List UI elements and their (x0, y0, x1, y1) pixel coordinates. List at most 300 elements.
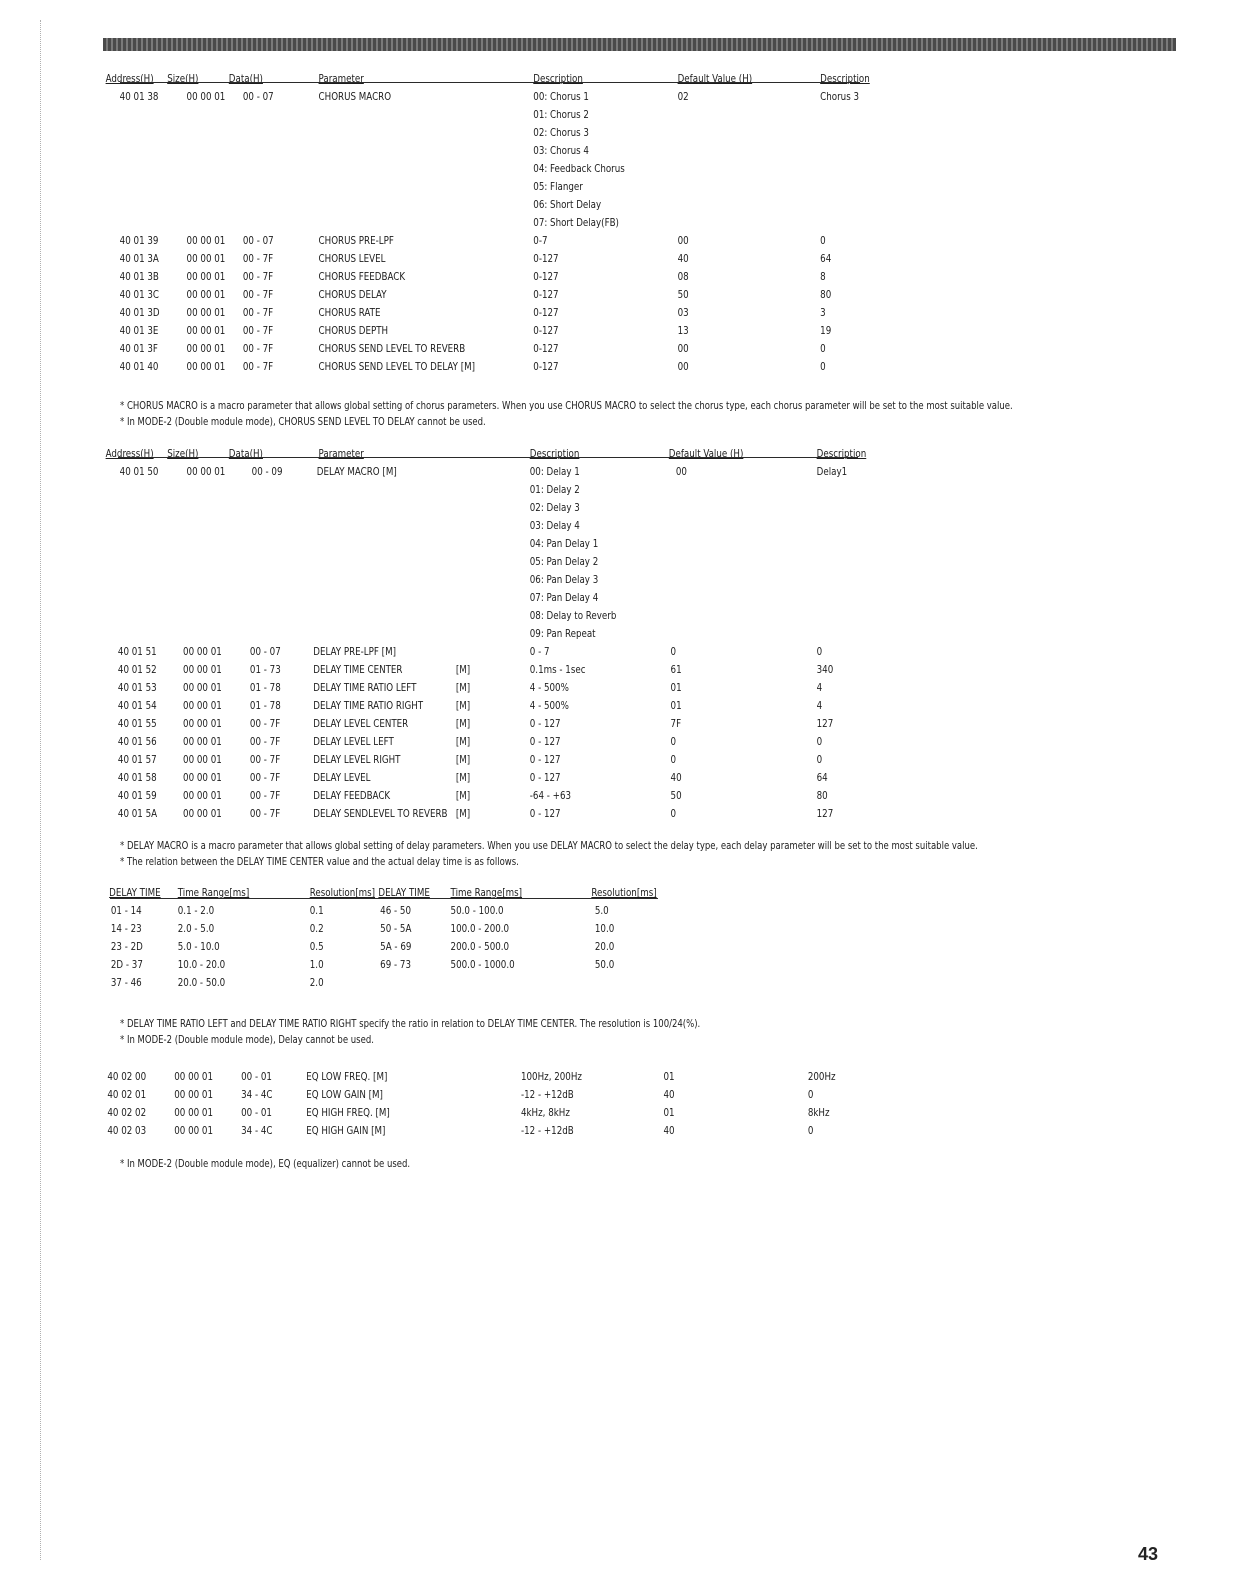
address-cell: 40 01 3D (119, 306, 160, 319)
address-cell: 40 01 3F (119, 342, 158, 355)
macro-option: 00: Delay 1 (529, 465, 580, 478)
table-row (0, 268, 1095, 286)
parameter-cell: CHORUS PRE-LPF (318, 234, 394, 247)
header-rule (110, 898, 658, 899)
delay-time-table (0, 884, 1244, 992)
table-row (0, 733, 1095, 751)
size-cell: 00 00 01 (186, 234, 226, 247)
default-cell: 00 (675, 465, 687, 478)
description-cell: 4 - 500% (529, 681, 569, 694)
data-cell: 00 - 7F (249, 789, 281, 802)
delay-time-header-row (0, 884, 1095, 902)
data-cell: 00 - 7F (242, 324, 274, 337)
default-cell: 08 (677, 270, 689, 283)
size-cell: 00 00 01 (183, 735, 222, 748)
size-cell: 00 00 01 (186, 306, 226, 319)
data-cell: 00 - 09 (251, 465, 283, 478)
address-cell: 40 01 50 (119, 465, 159, 478)
address-cell: 40 01 38 (119, 90, 159, 103)
parameter-cell: EQ HIGH FREQ. [M] (306, 1106, 390, 1119)
value-cell: 80 (820, 288, 832, 301)
description-cell: 0-127 (533, 306, 559, 319)
description-cell: 0-127 (533, 270, 559, 283)
size-cell: 00 00 01 (183, 717, 222, 730)
column-header-description: Description (529, 447, 580, 460)
table-row (0, 1104, 1095, 1122)
address-cell: 40 01 3B (119, 270, 159, 283)
macro-option: 02: Chorus 3 (533, 126, 589, 139)
macro-option: 05: Flanger (533, 180, 583, 193)
default-cell: 03 (677, 306, 689, 319)
data-cell: 00 - 7F (242, 360, 274, 373)
resolution-cell: 5.0 (594, 904, 609, 917)
parameter-cell: EQ HIGH GAIN [M] (306, 1124, 386, 1137)
default-cell: 00 (677, 342, 689, 355)
description-cell: 0 - 127 (529, 753, 561, 766)
macro-option-row (0, 160, 1095, 178)
description-cell: 100Hz, 200Hz (520, 1070, 582, 1083)
default-cell: 02 (677, 90, 689, 103)
delay-time-cell: 2D - 37 (110, 958, 143, 971)
size-cell: 00 00 01 (186, 90, 226, 103)
data-cell: 01 - 78 (249, 681, 281, 694)
parameter-cell: CHORUS SEND LEVEL TO DELAY [M] (318, 360, 476, 373)
data-cell: 00 - 01 (241, 1070, 272, 1083)
mode-flag-cell: [M] (455, 663, 471, 676)
data-cell: 00 - 07 (242, 90, 274, 103)
parameter-cell: DELAY TIME CENTER (313, 663, 403, 676)
header-rule (120, 82, 860, 83)
delay-time-cell: 37 - 46 (110, 976, 142, 989)
address-cell: 40 01 3A (119, 252, 159, 265)
time-range-cell: 2.0 - 5.0 (177, 922, 215, 935)
chorus-note-1: * CHORUS MACRO is a macro parameter that allows global setting of chorus parameters. When you use CHORUS MACRO to select the chorus type, each chorus parameter will be set to the most suitable value. (120, 399, 1013, 412)
table-row (0, 250, 1095, 268)
macro-option-row (0, 517, 1095, 535)
macro-option-row (0, 553, 1095, 571)
data-cell: 01 - 73 (249, 663, 281, 676)
value-cell: 0 (820, 360, 826, 373)
data-cell: 00 - 7F (249, 807, 281, 820)
parameter-cell: EQ LOW FREQ. [M] (306, 1070, 388, 1083)
size-cell: 00 00 01 (183, 771, 222, 784)
description-cell: 0-127 (533, 252, 559, 265)
default-cell: 61 (670, 663, 682, 676)
value-cell: 0 (820, 342, 826, 355)
description-cell: -12 - +12dB (520, 1088, 574, 1101)
chorus-section (0, 70, 1244, 376)
default-cell: 01 (663, 1070, 675, 1083)
value-cell: 8kHz (807, 1106, 830, 1119)
table-row (0, 920, 1095, 938)
delay-time-rows (0, 902, 1244, 992)
delay-time-cell: 14 - 23 (110, 922, 142, 935)
default-cell: 0 (670, 753, 677, 766)
default-cell: 40 (670, 771, 682, 784)
macro-option: 01: Delay 2 (529, 483, 580, 496)
table-row (0, 679, 1095, 697)
size-cell: 00 00 01 (186, 252, 226, 265)
size-cell: 00 00 01 (186, 324, 226, 337)
macro-option: 06: Pan Delay 3 (529, 573, 599, 586)
delay-time-cell: 01 - 14 (110, 904, 142, 917)
parameter-cell: CHORUS SEND LEVEL TO REVERB (318, 342, 466, 355)
mode-flag-cell: [M] (455, 789, 471, 802)
description-cell: 4 - 500% (529, 699, 569, 712)
parameter-cell: CHORUS LEVEL (318, 252, 386, 265)
table-row (0, 787, 1095, 805)
address-cell: 40 01 51 (117, 645, 157, 658)
time-range-cell: 100.0 - 200.0 (450, 922, 510, 935)
mode-flag-cell: [M] (455, 699, 471, 712)
macro-option-row (0, 571, 1095, 589)
resolution-cell: 0.5 (309, 940, 324, 953)
value-cell: 0 (816, 735, 823, 748)
parameter-cell: CHORUS DELAY (318, 288, 387, 301)
table-row (0, 322, 1095, 340)
macro-option-row (0, 481, 1095, 499)
column-header-time-range-2: Time Range[ms] (450, 886, 523, 899)
time-range-cell: 0.1 - 2.0 (177, 904, 215, 917)
default-cell: 01 (670, 699, 682, 712)
macro-option: 07: Short Delay(FB) (533, 216, 619, 229)
column-header-resolution-2: Resolution[ms] (591, 886, 657, 899)
table-row (0, 938, 1095, 956)
value-cell: 0 (816, 645, 823, 658)
table-row (0, 304, 1095, 322)
size-cell: 00 00 01 (183, 699, 222, 712)
value-cell: 127 (816, 807, 834, 820)
eq-note: * In MODE-2 (Double module mode), EQ (equalizer) cannot be used. (120, 1157, 411, 1170)
value-cell: 80 (816, 789, 828, 802)
resolution-cell: 0.2 (309, 922, 324, 935)
column-header-address: Address(H) (105, 447, 154, 460)
macro-option: 02: Delay 3 (529, 501, 580, 514)
value-cell: 19 (820, 324, 832, 337)
value-cell: Delay1 (816, 465, 848, 478)
macro-option: 03: Delay 4 (529, 519, 580, 532)
default-cell: 40 (677, 252, 689, 265)
data-cell: 00 - 7F (249, 771, 281, 784)
table-row (0, 715, 1095, 733)
parameter-cell: CHORUS MACRO (318, 90, 392, 103)
description-cell: 4kHz, 8kHz (520, 1106, 570, 1119)
default-cell: 40 (663, 1088, 675, 1101)
macro-option-row (0, 607, 1095, 625)
value-cell: 200Hz (807, 1070, 836, 1083)
macro-option: 05: Pan Delay 2 (529, 555, 599, 568)
data-cell: 00 - 7F (249, 717, 281, 730)
page-number: 43 (1137, 1544, 1158, 1564)
default-cell: 0 (670, 735, 677, 748)
column-header-data: Data(H) (228, 447, 263, 460)
resolution-cell: 10.0 (594, 922, 615, 935)
size-cell: 00 00 01 (174, 1088, 214, 1101)
time-range-cell: 50.0 - 100.0 (450, 904, 504, 917)
description-cell: 0-127 (533, 288, 559, 301)
parameter-cell: DELAY LEVEL CENTER (313, 717, 409, 730)
chorus-rows (0, 232, 1244, 376)
address-cell: 40 02 01 (107, 1088, 147, 1101)
size-cell: 00 00 01 (186, 270, 226, 283)
column-header-size: Size(H) (167, 447, 199, 460)
table-row (0, 805, 1095, 823)
resolution-cell: 1.0 (309, 958, 324, 971)
value-cell: 0 (807, 1088, 814, 1101)
address-cell: 40 01 54 (117, 699, 157, 712)
column-header-parameter: Parameter (318, 447, 364, 460)
data-cell: 00 - 07 (242, 234, 274, 247)
delay-header-row (0, 445, 1095, 463)
time-range-cell: 200.0 - 500.0 (450, 940, 510, 953)
table-row (0, 643, 1095, 661)
column-header-time-range: Time Range[ms] (177, 886, 250, 899)
macro-option-row (0, 106, 1095, 124)
table-row (0, 358, 1095, 376)
description-cell: 0 - 127 (529, 807, 561, 820)
resolution-cell: 20.0 (594, 940, 615, 953)
parameter-cell: DELAY TIME RATIO RIGHT (313, 699, 424, 712)
mode-flag-cell: [M] (455, 807, 471, 820)
table-row (0, 1122, 1095, 1140)
column-header-default: Default Value (H) (668, 447, 744, 460)
default-cell: 01 (670, 681, 682, 694)
parameter-cell: CHORUS RATE (318, 306, 381, 319)
time-range-cell: 10.0 - 20.0 (177, 958, 226, 971)
delay-time-cell: 23 - 2D (110, 940, 143, 953)
macro-option-row (0, 535, 1095, 553)
column-header-address: Address(H) (105, 72, 154, 85)
chorus-header-row (0, 70, 1095, 88)
resolution-cell: 2.0 (309, 976, 324, 989)
address-cell: 40 01 59 (117, 789, 157, 802)
parameter-cell: EQ LOW GAIN [M] (306, 1088, 383, 1101)
mode-flag-cell: [M] (455, 717, 471, 730)
table-row (0, 1086, 1095, 1104)
description-cell: 0 - 127 (529, 717, 561, 730)
resolution-cell: 0.1 (309, 904, 324, 917)
column-header-resolution: Resolution[ms] (309, 886, 376, 899)
table-row (0, 340, 1095, 358)
table-row (0, 956, 1095, 974)
parameter-cell: DELAY PRE-LPF [M] (313, 645, 396, 658)
parameter-cell: DELAY FEEDBACK (313, 789, 391, 802)
description-cell: -64 - +63 (529, 789, 572, 802)
table-row (0, 974, 1095, 992)
value-cell: 0 (820, 234, 826, 247)
default-cell: 40 (663, 1124, 675, 1137)
parameter-cell: DELAY LEVEL (313, 771, 371, 784)
macro-option-row (0, 499, 1095, 517)
parameter-cell: CHORUS DEPTH (318, 324, 389, 337)
macro-option-row (0, 124, 1095, 142)
column-header-delay-time-2: DELAY TIME (378, 886, 430, 899)
table-row (0, 769, 1095, 787)
eq-rows (0, 1068, 1244, 1140)
macro-option-row (0, 178, 1095, 196)
parameter-cell: DELAY MACRO [M] (316, 465, 397, 478)
table-row (0, 286, 1095, 304)
address-cell: 40 01 56 (117, 735, 157, 748)
data-cell: 00 - 7F (249, 753, 281, 766)
address-cell: 40 01 5A (117, 807, 158, 820)
description-cell: 0 - 7 (529, 645, 550, 658)
data-cell: 00 - 7F (242, 288, 274, 301)
column-header-description-2: Description (816, 447, 867, 460)
value-cell: 127 (816, 717, 834, 730)
data-cell: 00 - 7F (242, 270, 274, 283)
size-cell: 00 00 01 (186, 465, 226, 478)
description-cell: 0 - 127 (529, 735, 561, 748)
table-row (0, 902, 1095, 920)
macro-option: 03: Chorus 4 (533, 144, 589, 157)
description-cell: 0-127 (533, 324, 559, 337)
mode-flag-cell: [M] (455, 771, 471, 784)
data-cell: 00 - 7F (249, 735, 281, 748)
value-cell: 8 (820, 270, 826, 283)
mode-flag-cell: [M] (455, 735, 471, 748)
default-cell: 00 (677, 360, 689, 373)
macro-option-row (0, 142, 1095, 160)
chorus-note-2: * In MODE-2 (Double module mode), CHORUS SEND LEVEL TO DELAY cannot be used. (120, 415, 486, 428)
delay-rows (0, 643, 1244, 823)
address-cell: 40 01 39 (119, 234, 159, 247)
time-range-cell: 20.0 - 50.0 (177, 976, 226, 989)
description-cell: 0-127 (533, 342, 559, 355)
data-cell: 34 - 4C (241, 1124, 273, 1137)
address-cell: 40 01 3E (119, 324, 159, 337)
delay-time-cell: 50 - 5A (380, 922, 412, 935)
time-range-cell: 5.0 - 10.0 (177, 940, 220, 953)
value-cell: 0 (816, 753, 823, 766)
size-cell: 00 00 01 (183, 663, 222, 676)
delay-time-note-2: * In MODE-2 (Double module mode), Delay cannot be used. (120, 1033, 374, 1046)
macro-option-row (0, 625, 1095, 643)
macro-option-row (0, 214, 1095, 232)
resolution-cell: 50.0 (594, 958, 615, 971)
column-header-size: Size(H) (167, 72, 199, 85)
data-cell: 34 - 4C (241, 1088, 273, 1101)
macro-option: 09: Pan Repeat (529, 627, 596, 640)
delay-time-note-1: * DELAY TIME RATIO LEFT and DELAY TIME RATIO RIGHT specify the ratio in relation to DELAY TIME CENTER. The resolution is 100/24(%). (120, 1017, 701, 1030)
delay-section (0, 445, 1244, 823)
address-cell: 40 01 58 (117, 771, 157, 784)
default-cell: 00 (677, 234, 689, 247)
macro-option-row (0, 196, 1095, 214)
size-cell: 00 00 01 (183, 681, 222, 694)
header-band (103, 38, 1176, 51)
eq-table (0, 1068, 1244, 1140)
parameter-cell: CHORUS FEEDBACK (318, 270, 406, 283)
size-cell: 00 00 01 (174, 1106, 214, 1119)
description-cell: 0.1ms - 1sec (529, 663, 586, 676)
default-cell: 01 (663, 1106, 675, 1119)
default-cell: 0 (670, 645, 677, 658)
table-row (0, 463, 1095, 481)
column-header-delay-time: DELAY TIME (109, 886, 161, 899)
value-cell: 4 (816, 699, 823, 712)
address-cell: 40 01 52 (117, 663, 157, 676)
macro-option: 00: Chorus 1 (533, 90, 589, 103)
address-cell: 40 02 03 (107, 1124, 147, 1137)
value-cell: 4 (816, 681, 823, 694)
default-cell: 0 (670, 807, 677, 820)
address-cell: 40 01 55 (117, 717, 157, 730)
size-cell: 00 00 01 (183, 753, 222, 766)
table-row (0, 1068, 1095, 1086)
parameter-cell: DELAY LEVEL RIGHT (313, 753, 401, 766)
macro-option: 07: Pan Delay 4 (529, 591, 599, 604)
header-rule (118, 457, 858, 458)
value-cell: 64 (816, 771, 828, 784)
column-header-default: Default Value (H) (677, 72, 753, 85)
time-range-cell: 500.0 - 1000.0 (450, 958, 515, 971)
default-cell: 7F (670, 717, 682, 730)
macro-option-row (0, 589, 1095, 607)
data-cell: 00 - 7F (242, 306, 274, 319)
macro-option: 01: Chorus 2 (533, 108, 589, 121)
value-cell: 3 (820, 306, 826, 319)
column-header-data: Data(H) (228, 72, 263, 85)
macro-option: 08: Delay to Reverb (529, 609, 617, 622)
data-cell: 00 - 07 (249, 645, 281, 658)
address-cell: 40 01 40 (119, 360, 159, 373)
data-cell: 00 - 7F (242, 252, 274, 265)
size-cell: 00 00 01 (183, 807, 222, 820)
macro-option: 06: Short Delay (533, 198, 602, 211)
delay-note-2: * The relation between the DELAY TIME CENTER value and the actual delay time is as follows. (120, 855, 519, 868)
delay-time-cell: 46 - 50 (380, 904, 412, 917)
mode-flag-cell: [M] (455, 681, 471, 694)
macro-option: 04: Pan Delay 1 (529, 537, 599, 550)
address-cell: 40 01 57 (117, 753, 157, 766)
size-cell: 00 00 01 (183, 645, 222, 658)
value-cell: 64 (820, 252, 832, 265)
parameter-cell: DELAY TIME RATIO LEFT (313, 681, 417, 694)
value-cell: 340 (816, 663, 834, 676)
size-cell: 00 00 01 (174, 1124, 214, 1137)
delay-time-cell: 69 - 73 (380, 958, 412, 971)
data-cell: 00 - 7F (242, 342, 274, 355)
column-header-parameter: Parameter (318, 72, 364, 85)
column-header-description-2: Description (820, 72, 870, 85)
description-cell: 0-127 (533, 360, 559, 373)
size-cell: 00 00 01 (183, 789, 222, 802)
address-cell: 40 01 53 (117, 681, 157, 694)
parameter-cell: DELAY LEVEL LEFT (313, 735, 394, 748)
description-cell: 0-7 (533, 234, 548, 247)
table-row (0, 232, 1095, 250)
delay-note-1: * DELAY MACRO is a macro parameter that allows global setting of delay parameters. When you use DELAY MACRO to select the delay type, each delay parameter will be set to the most suitable value. (120, 839, 978, 852)
default-cell: 50 (670, 789, 682, 802)
size-cell: 00 00 01 (186, 288, 226, 301)
parameter-cell: DELAY SENDLEVEL TO REVERB (313, 807, 448, 820)
default-cell: 50 (677, 288, 689, 301)
macro-option: 04: Feedback Chorus (533, 162, 625, 175)
mode-flag-cell: [M] (455, 753, 471, 766)
address-cell: 40 01 3C (119, 288, 159, 301)
value-cell: Chorus 3 (820, 90, 860, 103)
size-cell: 00 00 01 (186, 342, 226, 355)
table-row (0, 661, 1095, 679)
address-cell: 40 02 02 (107, 1106, 147, 1119)
value-cell: 0 (807, 1124, 814, 1137)
delay-time-cell: 5A - 69 (380, 940, 412, 953)
table-row (0, 697, 1095, 715)
size-cell: 00 00 01 (186, 360, 226, 373)
table-row (0, 751, 1095, 769)
address-cell: 40 02 00 (107, 1070, 147, 1083)
